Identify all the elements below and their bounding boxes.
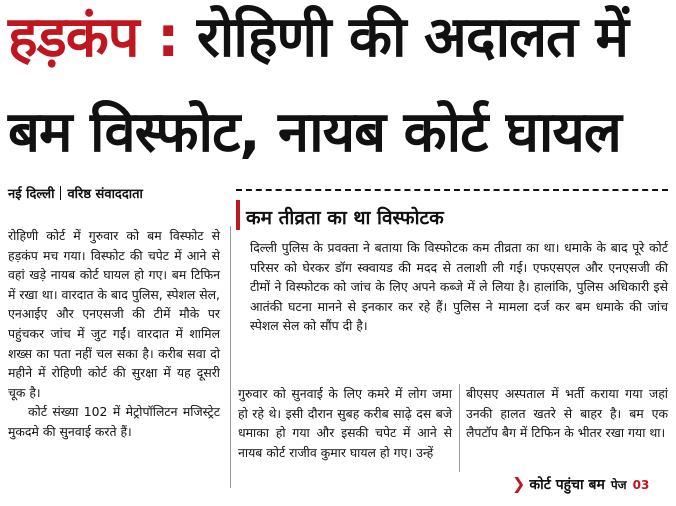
- headline-line-1-text: रोहिणी की अदालत में: [196, 5, 628, 70]
- column-3-paragraph: बीएसए अस्पताल में भर्ती कराया गया जहां उनकी हालत खतरे से बाहर है। बम एक लैपटॉप बैग में टिफिन के भीतर रखा गया था।: [466, 386, 668, 441]
- sidebar-body: [250, 238, 668, 336]
- byline-place: नई दिल्ली: [8, 187, 55, 202]
- byline: [8, 184, 143, 202]
- continuation-link[interactable]: [512, 474, 649, 494]
- sidebar-accent-bar: [236, 200, 240, 230]
- continuation-link-text: कोर्ट पहुंचा बम: [529, 477, 605, 493]
- headline-line-2: बम विस्फोट, नायब कोर्ट घायल: [8, 100, 621, 165]
- sidebar-title: कम तीव्रता का था विस्फोटक: [246, 207, 444, 229]
- sidebar-top-rule: [236, 189, 668, 191]
- column-2-paragraph: गुरुवार को सुनवाई के लिए कमरे में लोग जमा हो रहे थे। इसी दौरान सुबह करीब साढ़े दस बजे धमाका हो गया और इसकी चपेट में आने से नायब कोर्ट राजीव कुमार घायल हो गए। उन्हें: [238, 386, 452, 460]
- headline-line-1: [8, 4, 628, 72]
- headline-kicker: हड़कंप :: [8, 5, 179, 70]
- column-2: [238, 384, 452, 462]
- sidebar-paragraph: दिल्ली पुलिस के प्रवक्ता ने बताया कि विस्फोटक कम तीव्रता का था। धमाके के बाद पूरे कोर्ट परिसर को घेरकर डॉग स्क्वायड की मदद से तलाशी ली गई। एफएसएल और एनएसजी की टीमों ने विस्फोटक को जांच के लिए अपने कब्जे में ले लिया है। हालांकि, पुलिस अधिकारी इसे आतंकी घटना मानने से इनकार कर रहे हैं। पुलिस ने मामला दर्ज कर बम धमाके की जांच स्पेशल सेल को सौंप दी है।: [250, 240, 668, 334]
- column-divider-1: [230, 226, 231, 488]
- column-1-paragraph-2: कोर्ट संख्या 102 में मेट्रोपॉलिटन मजिस्ट्रेट मुकदमे की सुनवाई करते हैं।: [8, 404, 220, 439]
- column-3: [466, 384, 668, 443]
- page-number: 03: [632, 478, 650, 492]
- column-1: [8, 226, 220, 442]
- column-divider-2: [459, 384, 460, 472]
- byline-author: वरिष्ठ संवाददाता: [67, 187, 143, 202]
- byline-separator: [60, 186, 61, 200]
- column-1-paragraph: रोहिणी कोर्ट में गुरुवार को बम विस्फोट से हड़कंप मच गया। विस्फोट की चपेट में आने से वहां खड़े नायब कोर्ट घायल हो गए। बम टिफिन में रखा था। वारदात के बाद पुलिस, स्पेशल सेल, एनआईए और एनएसजी की टीमें मौके पर पहुंचकर जांच में जुट गईं। वारदात में शामिल शख्स का पता नहीं चल सका है। करीब सवा दो महीने में रोहिणी कोर्ट की सुरक्षा में यह दूसरी चूक है।: [8, 228, 220, 400]
- chevron-right-icon: ❯: [512, 474, 526, 493]
- page-label: पेज: [610, 478, 627, 492]
